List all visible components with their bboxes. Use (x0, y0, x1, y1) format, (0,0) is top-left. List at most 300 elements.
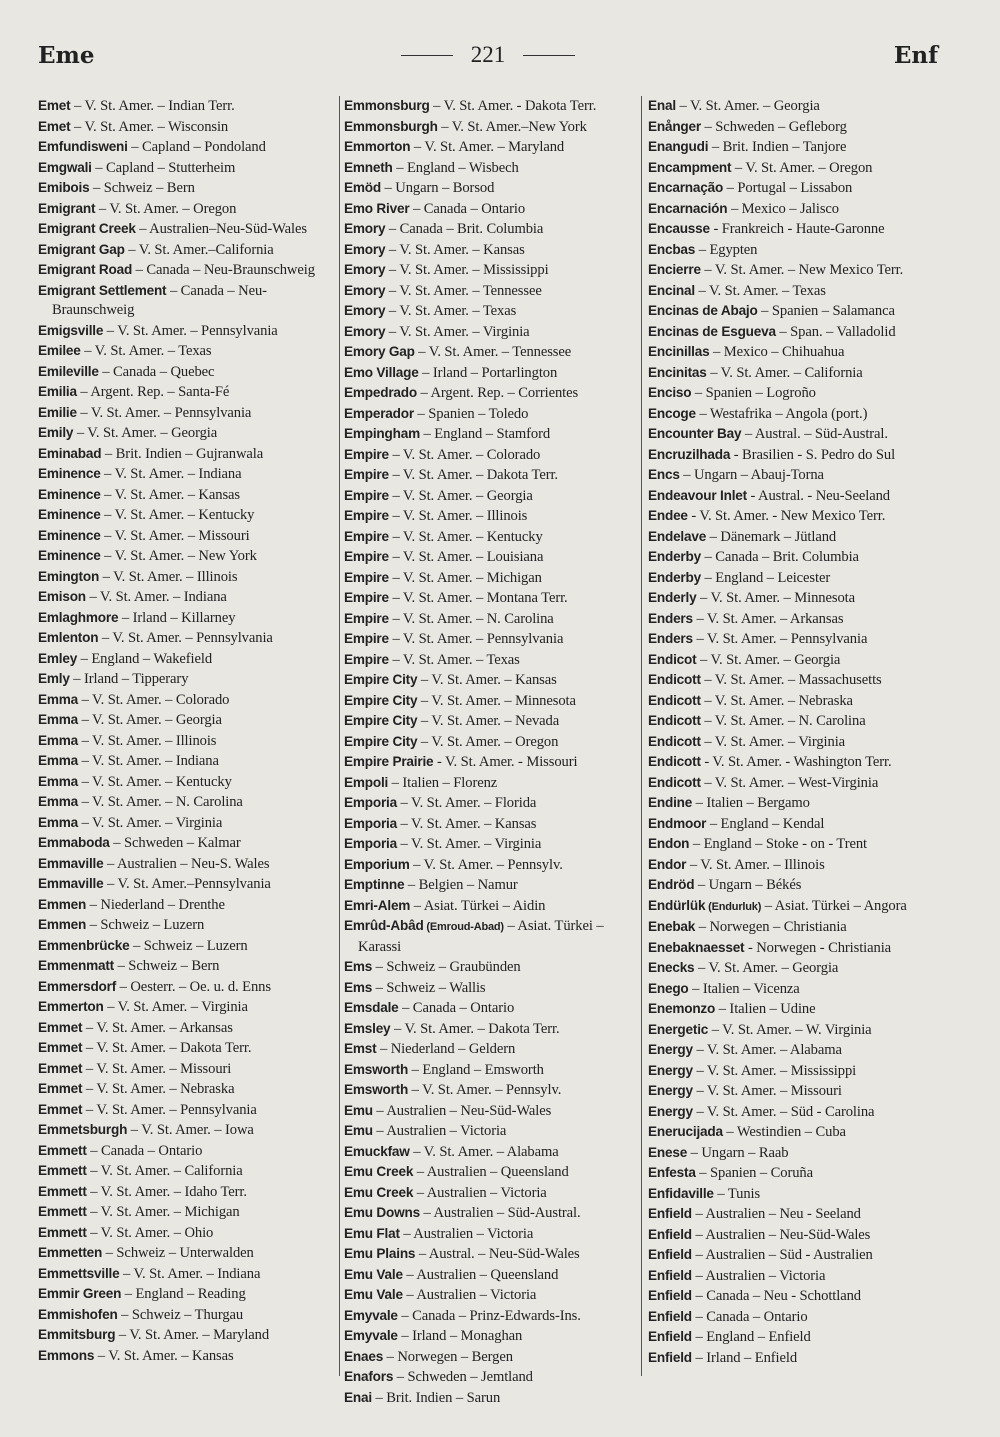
entry-headword: Emilie (38, 404, 77, 420)
entry-location: – Argent. Rep. – Corrientes (416, 385, 579, 401)
entry (648, 1102, 948, 1123)
entry (648, 938, 948, 959)
entry (38, 362, 336, 383)
entry (38, 1223, 336, 1244)
entry (344, 916, 636, 957)
entry (344, 301, 636, 322)
entry (38, 505, 336, 526)
entry-location: – Asiat. Türkei – Aidin (410, 897, 546, 914)
entry-headword: Emigrant Creek (38, 221, 136, 236)
entry-headword: Emma (38, 691, 79, 707)
entry-location: – V. St. Amer. – Colorado (388, 446, 541, 463)
entry-location: – V. St. Amer. – Pennsylvania (76, 404, 252, 421)
entry-location: – Belgien – Namur (404, 877, 518, 893)
entry-location: – Australien – Victoria (413, 1184, 547, 1201)
entry-location: – Ungarn – Békés (694, 877, 802, 893)
entry (38, 485, 336, 506)
entry (38, 997, 336, 1018)
entry (344, 445, 636, 466)
entry (344, 670, 636, 691)
entry-headword: Energy (648, 1042, 693, 1057)
entry (38, 690, 336, 711)
entry-headword: Emma (38, 732, 79, 748)
entry-headword: Empire (344, 446, 389, 462)
entry-location: – England – Enfield (691, 1329, 811, 1345)
entry-location: – V. St. Amer. – Florida (397, 795, 537, 811)
entry (648, 814, 948, 835)
entry-headword: Emmersdorf (38, 978, 117, 994)
entry (344, 998, 636, 1019)
entry-location: – V. St. Amer. – Kansas (94, 1347, 234, 1364)
entry (344, 158, 636, 179)
entry-location: – V. St. Amer. – Oregon (731, 159, 873, 176)
entry-location: – V. St. Amer. – Texas (80, 343, 212, 359)
entry-location: – Schweiz – Luzern (129, 937, 248, 954)
entry-headword: Encinitas (648, 364, 707, 380)
entry (344, 96, 636, 117)
entry (648, 281, 948, 302)
entry (648, 117, 948, 138)
entry-location: – V. St. Amer. – Massachusetts (700, 672, 882, 688)
entry-headword: Endmoor (648, 815, 707, 831)
entry (344, 875, 636, 896)
entry-headword: Emory (344, 241, 386, 257)
entry-headword: Empire (344, 528, 389, 544)
entry-location: – V. St. Amer. – Georgia (675, 98, 820, 114)
entry (344, 1162, 636, 1183)
entry (38, 669, 336, 690)
entry-location: – Brit. Indien – Tanjore (708, 139, 847, 155)
entry-headword: Emyvale (344, 1328, 398, 1343)
entry (344, 117, 636, 138)
entry (38, 977, 336, 998)
entry-location: - V. St. Amer. - Washington Terr. (700, 754, 892, 770)
entry-headword: Empire (344, 610, 389, 626)
entry (648, 958, 948, 979)
entry-headword: Energetic (648, 1021, 709, 1037)
entry-headword: Encierre (648, 262, 701, 277)
entry-headword: Emyvale (344, 1307, 398, 1323)
entry (648, 752, 948, 773)
header-rule-right (523, 55, 575, 56)
entry-headword: Emmettsville (38, 1265, 120, 1281)
entry-headword: Emigrant (38, 200, 96, 216)
entry-location: – V. St. Amer. – Minnesota (696, 590, 855, 606)
entry-location: – V. St. Amer. – Pennsylvania (692, 631, 868, 647)
entry-location: - Brasilien - S. Pedro do Sul (730, 446, 896, 463)
entry-headword: Emmishofen (38, 1306, 118, 1322)
entry-location: – Australien – Queensland (402, 1266, 559, 1283)
entry-headword: Emory (344, 323, 386, 339)
entry-headword: Enfield (648, 1349, 692, 1365)
entry-location: – V. St. Amer. - Dakota Terr. (429, 98, 597, 114)
entry (648, 1225, 948, 1246)
entry-headword: Eminabad (38, 445, 102, 461)
entry-headword: Empingham (344, 426, 420, 441)
entry-headword: Endicott (648, 692, 701, 708)
entry (344, 1224, 636, 1245)
entry-location: – V. St. Amer. – Texas (388, 651, 520, 668)
entry (344, 404, 636, 425)
entry (648, 1184, 948, 1205)
entry-location: – Egypten (695, 241, 758, 258)
entry-headword: Emsdale (344, 1000, 399, 1015)
entry-headword: Emet (38, 98, 71, 113)
entry-location: – Canada – Neu-Braunschweig (52, 282, 267, 318)
entry (38, 1325, 336, 1346)
entry-headword: Emmaboda (38, 835, 110, 850)
entry (344, 424, 636, 445)
entry (648, 1061, 948, 1082)
entry-headword: Enfield (648, 1206, 692, 1221)
entry-headword: Enfield (648, 1267, 692, 1283)
entry-headword: Emly (38, 671, 70, 686)
entry (38, 444, 336, 465)
entry-headword: Emley (38, 650, 78, 666)
entry (344, 711, 636, 732)
entry-headword: Emporium (344, 856, 410, 872)
entry (344, 219, 636, 240)
entry-location: - Norwegen - Christiania (744, 939, 892, 956)
entry (344, 814, 636, 835)
entry (38, 915, 336, 936)
page-header (38, 42, 938, 76)
entry-location: – V. St. Amer. – Alabama (692, 1042, 842, 1058)
entry (344, 465, 636, 486)
entry (344, 568, 636, 589)
entry-location: – V. St. Amer. – Oregon (95, 200, 237, 217)
entry (648, 979, 948, 1000)
entry (648, 732, 948, 753)
entry-headword: Emilee (38, 343, 81, 358)
entry-location: – Australien – Süd - Australien (691, 1247, 873, 1263)
entry-headword: Endon (648, 836, 690, 851)
entry (648, 629, 948, 650)
entry (344, 486, 636, 507)
entry-headword: Emmons (38, 1347, 95, 1363)
entry (38, 1038, 336, 1059)
entry (344, 363, 636, 384)
entry-location: – V. St. Amer. – Texas (694, 282, 826, 299)
entry-headword: Endor (648, 856, 687, 872)
entry-headword: Emma (38, 814, 79, 830)
entry (38, 1059, 336, 1080)
entry (648, 1204, 948, 1225)
entry (38, 710, 336, 731)
entry-headword: Emu Vale (344, 1266, 403, 1282)
entry (344, 978, 636, 999)
entry (648, 96, 948, 117)
entry-location: – Irland – Killarney (118, 609, 236, 626)
entry (344, 752, 636, 773)
entry-headword: Enånger (648, 118, 701, 134)
entry-location: – Portugal – Lissabon (723, 180, 853, 196)
entry-location: – Canada – Ontario (691, 1308, 808, 1325)
entry-location: – V. St. Amer. – Pennsylv. (409, 856, 563, 873)
entry-headword: Emmerton (38, 999, 104, 1014)
entry-headword: Enderby (648, 569, 701, 585)
entry-headword: Enego (648, 980, 689, 996)
entry-location: – Spanien – Salamanca (757, 303, 895, 319)
entry (38, 1120, 336, 1141)
entry-headword: Empire (344, 467, 389, 482)
entry-headword: Endicott (648, 754, 701, 769)
entry (648, 506, 948, 527)
entry (38, 199, 336, 220)
entry (344, 199, 636, 220)
entry-headword: Enders (648, 631, 693, 646)
entry (344, 322, 636, 343)
entry-headword: Emsley (344, 1020, 391, 1036)
entry-headword: Enai (344, 1389, 372, 1405)
page-number-block (38, 42, 938, 68)
entry-location: – V. St. Amer. – Maryland (115, 1327, 270, 1343)
entry-headword: Emsworth (344, 1082, 409, 1097)
entry-location: – Schweden – Gefleborg (701, 118, 847, 135)
entry (38, 1018, 336, 1039)
entry-headword: Emmett (38, 1142, 87, 1158)
entry-location: – V. St. Amer. – Indiana (85, 589, 227, 605)
entry-location: – Brit. Indien – Sarun (371, 1389, 501, 1406)
entry-headword: Emigsville (38, 322, 104, 338)
entry (648, 875, 948, 896)
entry-location: – Australien – Victoria (399, 1225, 534, 1242)
entry-location: – Niederland – Drenthe (86, 896, 225, 913)
entry-headword: Emu Flat (344, 1225, 400, 1241)
entry-location: – V. St. Amer. – Dakota Terr. (388, 467, 558, 483)
entry-headword: Empire City (344, 672, 418, 687)
entry-headword: Emperador (344, 405, 414, 421)
entry-location: – V. St. Amer. – Illinois (388, 508, 528, 524)
entry (344, 957, 636, 978)
entry-location: – Span. – Valladolid (775, 323, 896, 340)
entry-headword: Eminence (38, 527, 101, 543)
entry-location: – V. St. Amer. – Kansas (397, 815, 537, 832)
entry (38, 567, 336, 588)
entry (648, 1040, 948, 1061)
entry-location: – Schweiz – Wallis (372, 979, 486, 996)
entry-location: – Australien – Neu - Seeland (691, 1206, 861, 1222)
entry-headword: Emporia (344, 836, 397, 851)
entry (38, 833, 336, 854)
entry (648, 1266, 948, 1287)
entry-headword: Endicott (648, 713, 701, 728)
entry-location: – Italien – Florenz (388, 774, 498, 791)
entry-headword: Empire City (344, 733, 418, 749)
entry-headword: Emu Creek (344, 1164, 414, 1179)
entry-location: – V. St. Amer. – Georgia (694, 960, 839, 976)
entry-headword: Enerucijada (648, 1124, 723, 1139)
entry (648, 1081, 948, 1102)
entry-headword: Emmetsburgh (38, 1122, 128, 1137)
entry (648, 609, 948, 630)
entry-location: – Schweiz – Graubünden (372, 959, 521, 975)
entry-headword: Emmaville (38, 855, 104, 871)
entry-location: – Irland – Monaghan (397, 1328, 523, 1344)
entry-headword: Emory (344, 221, 386, 236)
entry-headword: Emigrant Road (38, 262, 133, 277)
entry-headword: Emu Downs (344, 1205, 420, 1220)
entry (38, 240, 336, 261)
entry (344, 383, 636, 404)
entry-headword: Emmet (38, 1019, 83, 1035)
entry-headword: Empire (344, 590, 389, 605)
entry-location: – Italien – Vicenza (688, 980, 800, 997)
entry-headword: Emma (38, 794, 79, 809)
entry (648, 158, 948, 179)
entry (344, 609, 636, 630)
entry (344, 342, 636, 363)
entry (344, 793, 636, 814)
entry (648, 240, 948, 261)
entry (648, 322, 948, 343)
entry-headword: Enfield (648, 1329, 692, 1344)
entry-location: – Capland – Pondoland (127, 139, 266, 155)
entry (648, 855, 948, 876)
entry-location: – Canada – Neu-Braunschweig (132, 262, 315, 278)
entry-headword: Emu Creek (344, 1184, 414, 1200)
entry-location: – Australien – Süd-Austral. (420, 1205, 581, 1221)
entry (38, 936, 336, 957)
entry-headword: Emigrant Settlement (38, 282, 167, 298)
entry-headword: Energy (648, 1062, 693, 1078)
entry-headword: Emet (38, 118, 71, 134)
entry-location: – V. St. Amer. – Virginia (103, 999, 248, 1015)
entry (38, 628, 336, 649)
entry-location: – Norwegen – Christiania (695, 919, 847, 935)
entry (38, 751, 336, 772)
entry (344, 834, 636, 855)
entry-location: – Oesterr. – Oe. u. d. Enns (116, 978, 271, 995)
entry-location: – V. St. Amer. – Indiana (100, 466, 242, 482)
entry (38, 874, 336, 895)
entry-headword: Enfield (648, 1308, 692, 1324)
entry-location: – Canada – Brit. Columbia (385, 221, 544, 237)
entry-headword: Encbas (648, 241, 696, 257)
entry (344, 773, 636, 794)
entry-headword: Energy (648, 1083, 693, 1098)
entry-headword: Emporia (344, 815, 397, 831)
entry (648, 1163, 948, 1184)
entry-location: – Canada – Ontario (409, 200, 526, 217)
entry (344, 1326, 636, 1347)
entry-location: – V. St. Amer. – Iowa (127, 1122, 254, 1138)
entry (38, 895, 336, 916)
entry (344, 178, 636, 199)
entry-headword: Enderly (648, 590, 697, 605)
entry-location: – V. St. Amer. – Pennsylvania (82, 1101, 257, 1118)
entry-headword: Encinas de Esgueva (648, 323, 776, 339)
entry-headword: Emmet (38, 1060, 83, 1076)
entry-headword: Emma (38, 753, 79, 768)
entry (648, 219, 948, 240)
entry-location: – Spanien – Coruña (695, 1165, 813, 1181)
entry-location: – V. St. Amer. – Michigan (86, 1204, 240, 1220)
entry-location: – V. St. Amer. – Dakota Terr. (82, 1040, 252, 1056)
entry-location: – England – Leicester (701, 569, 831, 586)
entry (38, 813, 336, 834)
entry-location: – V. St. Amer. – Michigan (388, 569, 542, 586)
column-1 (38, 96, 336, 1366)
entry-headword: Endröd (648, 877, 695, 892)
entry-headword: Emneth (344, 159, 393, 175)
entry (344, 691, 636, 712)
entry-location: – Asiat. Türkei – Angora (761, 897, 907, 914)
entry-location: – Dänemark – Jütland (706, 528, 837, 545)
entry (648, 1327, 948, 1348)
entry (648, 588, 948, 609)
entry-location: – V. St. Amer. – Nebraska (82, 1081, 235, 1097)
entry (38, 464, 336, 485)
entry (38, 178, 336, 199)
entry (344, 732, 636, 753)
entry-location: – Westafrika – Angola (port.) (695, 405, 868, 422)
entry-headword: Emmett (38, 1163, 87, 1178)
entry-headword: Encounter Bay (648, 426, 742, 441)
entry (344, 1244, 636, 1265)
entry-location: – V. St. Amer. – Kentucky (100, 507, 255, 523)
entry-headword: Endürlük (648, 897, 706, 913)
entry-location: – V. St. Amer. – Pennsylv. (408, 1082, 562, 1098)
entry (344, 1039, 636, 1060)
entry-location: – V. St. Amer.–Pennsylvania (103, 876, 271, 892)
entry-location: – Australien – Neu-S. Wales (103, 855, 270, 872)
entry-headword: Empoli (344, 774, 389, 790)
entry (648, 711, 948, 732)
entry-headword: Emu Vale (344, 1287, 403, 1302)
entry-location: – Canada – Brit. Columbia (701, 549, 859, 565)
column-divider-2 (641, 96, 642, 1376)
entry-location: – V. St. Amer. – Kentucky (388, 528, 543, 545)
entry-location: – V. St. Amer. – Pennsylvania (98, 630, 273, 646)
entry-location: – Schweiz – Luzern (86, 917, 205, 933)
entry (648, 404, 948, 425)
entry-location: – V. St. Amer. – Arkansas (692, 610, 844, 627)
entry (344, 588, 636, 609)
entry (344, 1183, 636, 1204)
entry (648, 999, 948, 1020)
entry (344, 240, 636, 261)
entry-headword: Energy (648, 1103, 693, 1119)
entry-location: – V. St. Amer. – Montana Terr. (388, 590, 568, 606)
entry-headword: Emmetten (38, 1245, 103, 1260)
entry-location: – V. St. Amer. – Kansas (100, 486, 240, 503)
entry (38, 137, 336, 158)
entry (648, 896, 948, 918)
entry-location: – V. St. Amer. – N. Carolina (78, 794, 243, 810)
entry-location: – Schweden – Jemtland (393, 1369, 533, 1385)
entry-location: – V. St. Amer. – Missouri (692, 1083, 842, 1099)
entry-headword: Emington (38, 568, 100, 584)
entry-headword: Emmonsburgh (344, 118, 438, 134)
entry-location: – Canada – Ontario (398, 1000, 515, 1016)
entry-location: – V. St. Amer. – Tennessee (414, 344, 572, 360)
entry-headword: Emmett (38, 1224, 87, 1240)
entry-headword: Encarnação (648, 180, 724, 195)
entry-headword: Emmen (38, 896, 87, 912)
entry (648, 486, 948, 507)
entry-location: – Capland – Stutterheim (91, 159, 236, 176)
entry (648, 1307, 948, 1328)
entry (38, 321, 336, 342)
entry-location: – Niederland – Geldern (376, 1041, 516, 1057)
entry (38, 158, 336, 179)
entry-headword: Empire (344, 508, 389, 523)
entry (38, 731, 336, 752)
entry (648, 424, 948, 445)
entry-headword: Eminence (38, 466, 101, 481)
entry (344, 547, 636, 568)
